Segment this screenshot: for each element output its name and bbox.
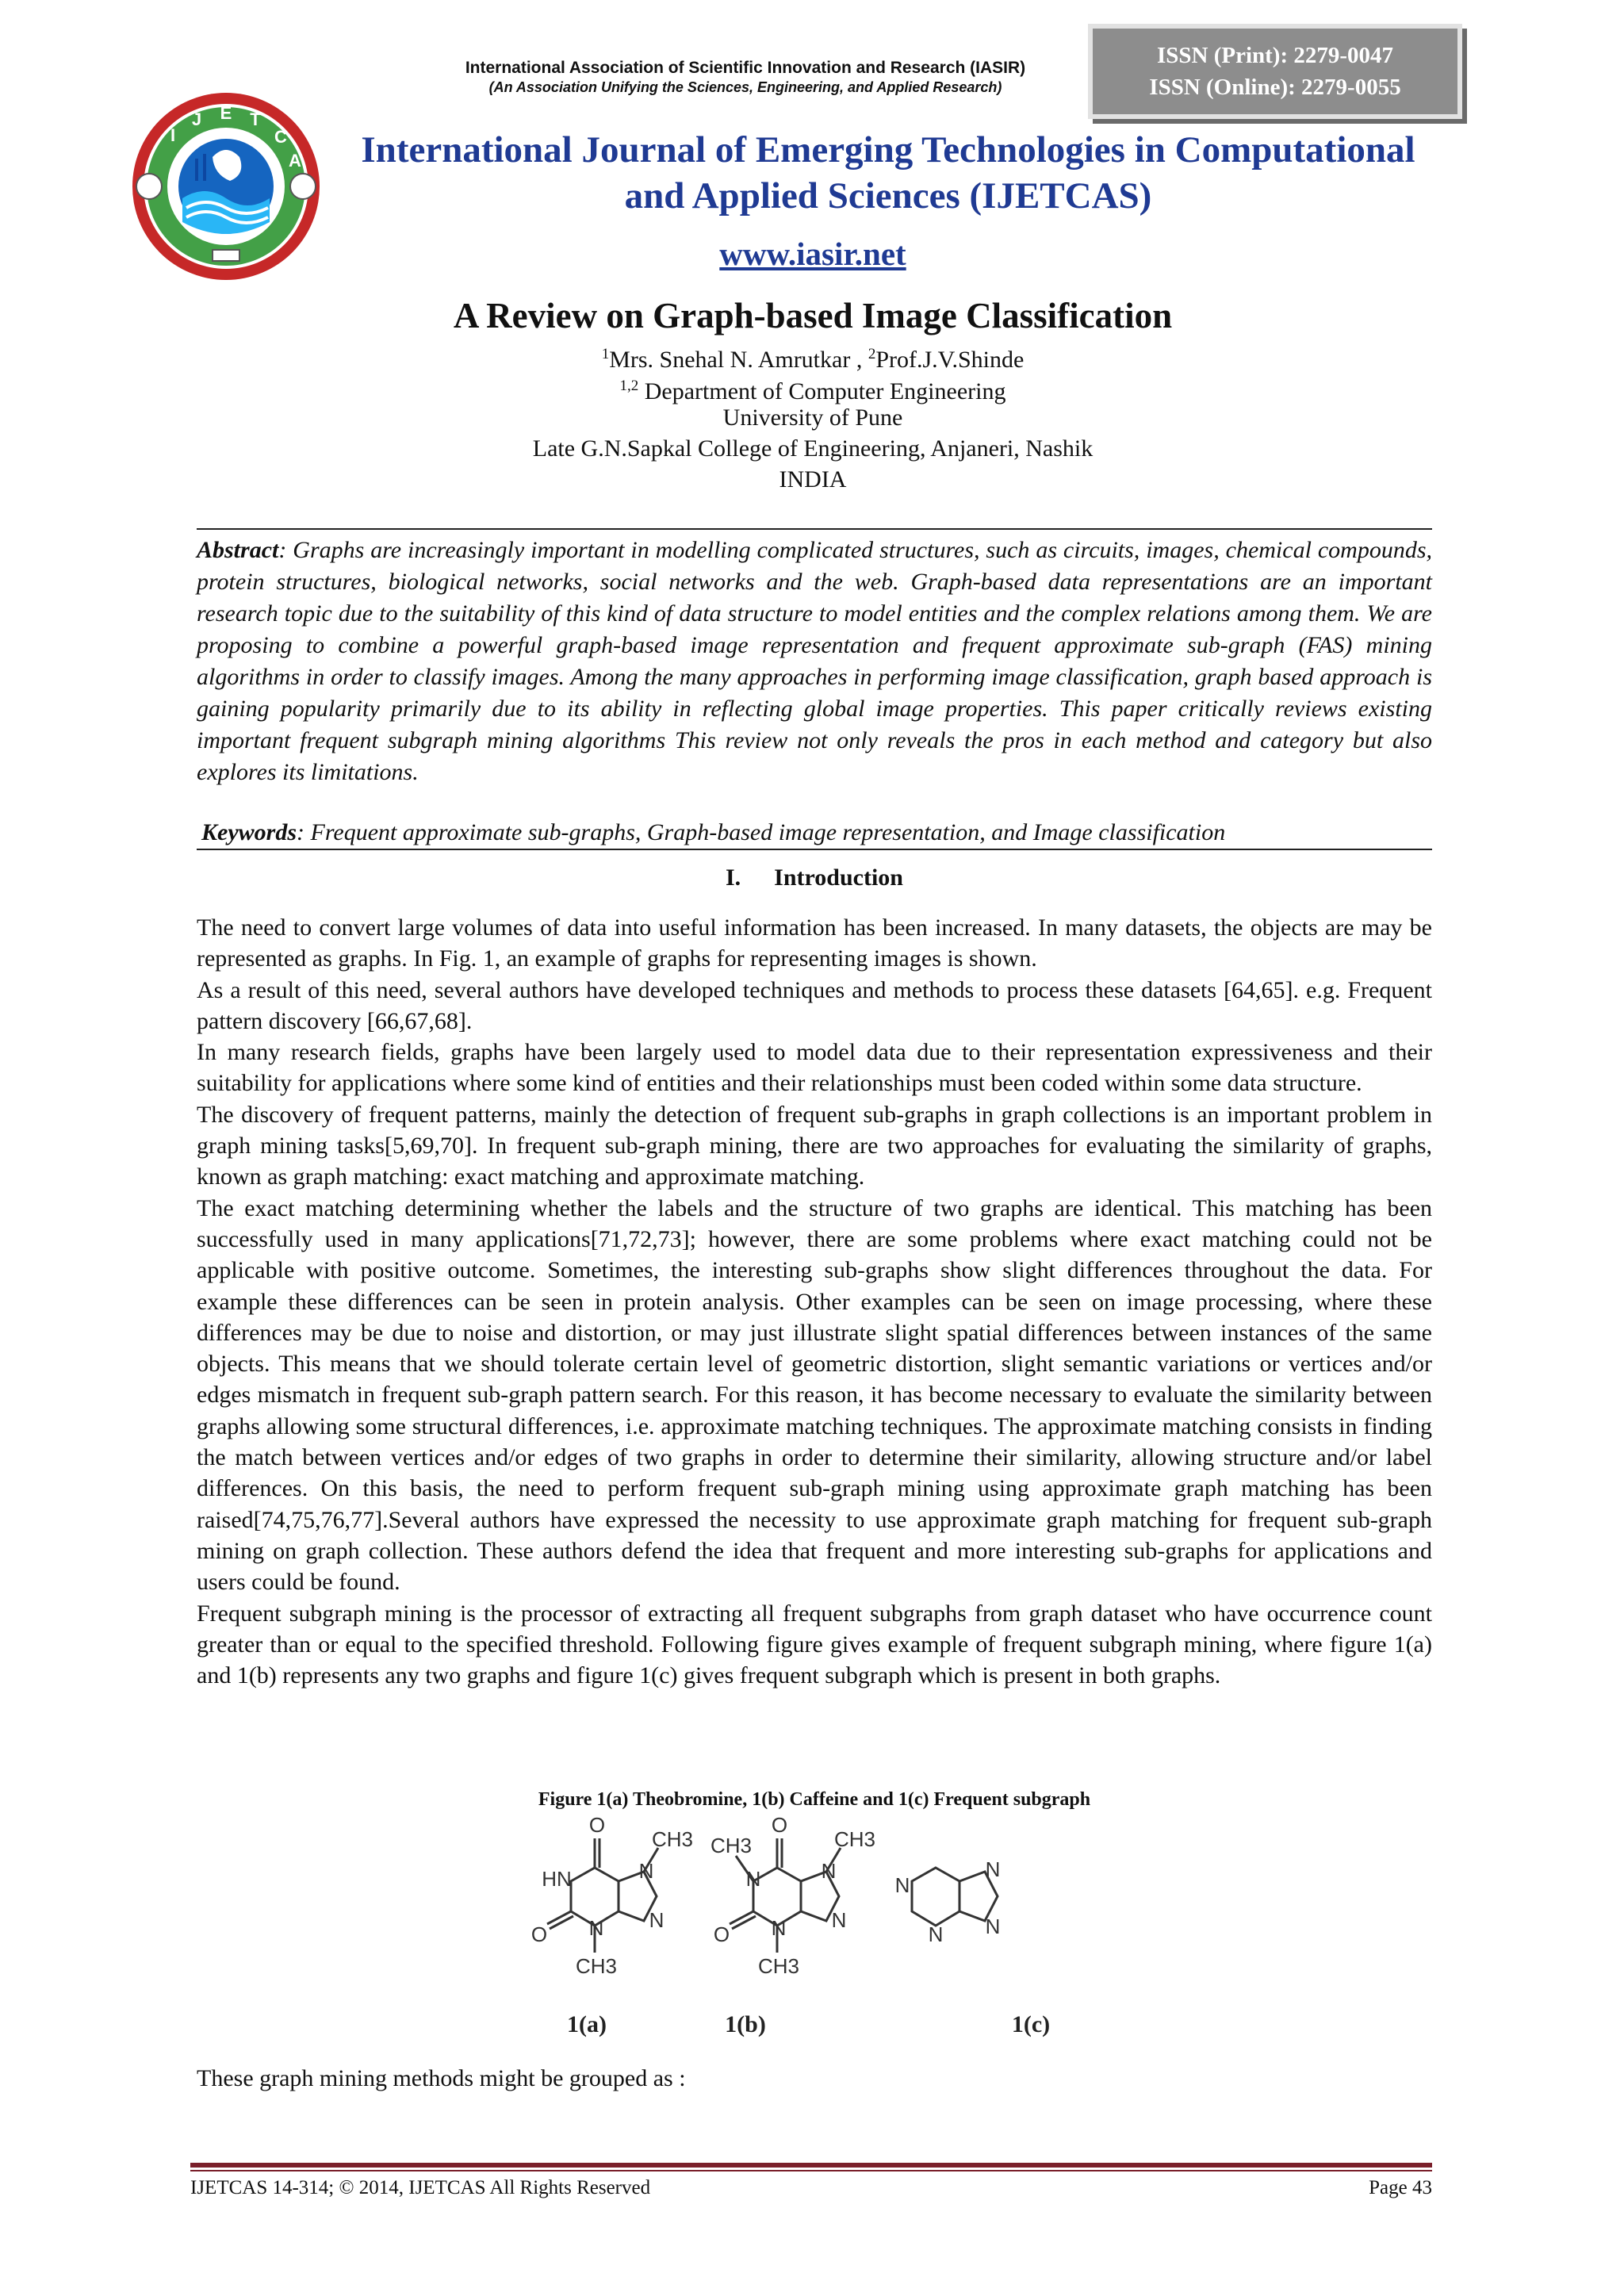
paragraph-6: Frequent subgraph mining is the processor of extracting all frequent subgraphs from graph dataset who have occurrence count greater than or equal to the specified threshold. Following figure gives example of frequent subgraph mining, where figure 1(a) and 1(b) represents any two graphs and figure 1(c) gives frequent subgraph which is present in both graphs. bbox=[197, 1600, 1432, 1689]
journal-title-line1: International Journal of Emerging Technologies in Computational bbox=[361, 129, 1415, 171]
fig-b-atom-o-left: O bbox=[713, 1922, 730, 1946]
association-name: International Association of Scientific Innovation and Research (IASIR) bbox=[465, 59, 1026, 77]
footer-rule-thick bbox=[190, 2163, 1432, 2168]
fig-b-ch3-bottom: CH3 bbox=[757, 1954, 800, 1978]
abstract-label: Abstract bbox=[197, 537, 279, 563]
paragraph-2: As a result of this need, several authors have developed techniques and methods to process these datasets [64,65]. e.g. Frequent pattern discovery [66,67,68]. bbox=[197, 976, 1432, 1034]
issn-box bbox=[1088, 24, 1462, 119]
journal-title-line2: and Applied Sciences (IJETCAS) bbox=[624, 175, 1152, 217]
fig-a-ch3-top: CH3 bbox=[651, 1827, 694, 1851]
keywords-label: Keywords bbox=[201, 819, 297, 845]
fig-b-atom-n4: N bbox=[831, 1908, 847, 1932]
fig-a-atom-n2: N bbox=[638, 1859, 654, 1883]
paragraph-3: In many research fields, graphs have been largely used to model data due to their representation expressiveness and their suitability for applications where some kind of entities and their relationships must been coded within some data structure. bbox=[197, 1039, 1432, 1097]
issn-print: ISSN (Print): 2279-0047 bbox=[1156, 43, 1394, 68]
section-heading bbox=[197, 864, 1432, 891]
journal-url-link[interactable]: www.iasir.net bbox=[719, 236, 906, 272]
college: Late G.N.Sapkal College of Engineering, Anjaneri, Nashik bbox=[532, 435, 1094, 462]
fig-c-atom-n2: N bbox=[928, 1922, 944, 1946]
section-number: I. bbox=[725, 864, 741, 891]
department-superscript: 1,2 bbox=[619, 378, 639, 394]
country: INDIA bbox=[779, 466, 847, 493]
author1-name: Mrs. Snehal N. Amrutkar , bbox=[609, 347, 868, 373]
author-line bbox=[159, 339, 1467, 375]
university: University of Pune bbox=[722, 404, 903, 431]
fig-b-atom-o-top: O bbox=[771, 1813, 788, 1837]
association-subtitle: (An Association Unifying the Sciences, Engineering, and Applied Research) bbox=[488, 79, 1002, 95]
abstract-bottom-rule bbox=[197, 849, 1432, 850]
footer-copyright: IJETCAS 14-314; © 2014, IJETCAS All Rights Reserved bbox=[190, 2177, 651, 2198]
abstract bbox=[197, 535, 1432, 788]
figure-1-molecules bbox=[523, 1808, 1094, 2046]
fig-b-atom-n: N bbox=[745, 1867, 761, 1891]
fig-b-atom-n2: N bbox=[771, 1916, 787, 1940]
author1-superscript: 1 bbox=[601, 346, 610, 362]
fig-a-atom-hn: HN bbox=[542, 1867, 572, 1891]
body-text bbox=[197, 912, 1432, 1691]
abstract-text: : Graphs are increasingly important in modelling complicated structures, such as circuits, images, chemical compounds, protein structures, biological networks, social networks and the web. Graph-based data representations are an important research topic due to the suitability of this kind of data structure to model entities and the complex relations among them. We are proposing to combine a powerful graph-based image representation and frequent approximate sub-graph (FAS) mining algorithms in order to classify images. Among the many approaches in performing image classification, graph based approach is gaining popularity primarily due to its ability in reflecting global image properties. This paper critically reviews existing important frequent subgraph mining algorithms This review not only reveals the pros in each method and category but also explores its limitations. bbox=[197, 537, 1432, 785]
svg-text:T: T bbox=[250, 109, 261, 129]
keywords-text: : Frequent approximate sub-graphs, Graph-based image representation, and Image classification bbox=[297, 819, 1226, 845]
department-name: Department of Computer Engineering bbox=[638, 378, 1006, 404]
svg-text:I: I bbox=[170, 125, 176, 145]
svg-text:A: A bbox=[289, 151, 301, 171]
fig-b-ch3-left: CH3 bbox=[710, 1834, 753, 1857]
author2-superscript: 2 bbox=[868, 346, 876, 362]
figure-label-c: 1(c) bbox=[1011, 2011, 1051, 2037]
section-title: Introduction bbox=[774, 864, 903, 891]
issn-online: ISSN (Online): 2279-0055 bbox=[1149, 75, 1401, 100]
fig-c-atom-n3: N bbox=[985, 1857, 1001, 1881]
svg-text:C: C bbox=[274, 127, 287, 147]
footer-rule-thin bbox=[190, 2170, 1432, 2171]
figure-label-a: 1(a) bbox=[567, 2011, 607, 2037]
closing-sentence: These graph mining methods might be grouped as : bbox=[197, 2065, 686, 2091]
fig-a-atom-o-top: O bbox=[588, 1813, 606, 1837]
fig-b-ch3-top: CH3 bbox=[833, 1827, 876, 1851]
fig-c-atom-n1: N bbox=[894, 1873, 910, 1897]
journal-title bbox=[333, 127, 1443, 219]
abstract-top-rule bbox=[197, 528, 1432, 530]
fig-a-ch3-bottom: CH3 bbox=[575, 1954, 618, 1978]
paragraph-5: The exact matching determining whether the labels and the structure of two graphs are identical. This matching has been successfully used in many applications[71,72,73]; however, there are some problems where exact matching could not be applicable with positive outcome. Sometimes, the interesting sub-graphs show slight differences throughout the data. For example these differences can be seen in protein analysis. Other examples can be seen on image processing, where these differences may be due to noise and distortion, or may just illustrate slight spatial differences between instances of the same objects. This means that we should tolerate certain level of geometric distortion, slight semantic variations or vertices and/or edges mismatch in frequent sub-graph pattern search. For this reason, it has become necessary to evaluate the similarity between graphs allowing some structural differences, i.e. approximate matching techniques. The approximate matching consists in finding the match between vertices and/or edges of two graphs in order to determine their similarity, allowing structure and/or label differences. On this basis, the need to perform frequent sub-graph mining using approximate graph matching has been raised[74,75,76,77].Several authors have expressed the necessity to use approximate graph matching for frequent sub-graph mining on graph collection. These authors defend the idea that frequent and more interesting sub-graphs for applications and users could be found. bbox=[197, 1194, 1432, 1596]
fig-a-atom-n3: N bbox=[649, 1908, 665, 1932]
fig-a-atom-o-left: O bbox=[530, 1922, 548, 1946]
fig-c-atom-n4: N bbox=[985, 1915, 1001, 1938]
page-number: Page 43 bbox=[1369, 2177, 1432, 2198]
journal-logo bbox=[127, 87, 325, 286]
paragraph-4: The discovery of frequent patterns, mainly the detection of frequent sub-graphs in graph collections is an important problem in graph mining tasks[5,69,70]. In frequent sub-graph mining, there are two approaches for evaluating the similarity of graphs, known as graph matching: exact matching and approximate matching. bbox=[197, 1101, 1432, 1190]
fig-a-atom-n: N bbox=[588, 1916, 604, 1940]
author2-name: Prof.J.V.Shinde bbox=[875, 347, 1025, 373]
figure-caption: Figure 1(a) Theobromine, 1(b) Caffeine and 1(c) Frequent subgraph bbox=[538, 1789, 1091, 1810]
keywords bbox=[201, 817, 1432, 849]
department-line bbox=[159, 371, 1467, 407]
paragraph-1: The need to convert large volumes of data into useful information has been increased. In many datasets, the objects are may be represented as graphs. In Fig. 1, an example of graphs for representing images is shown. bbox=[197, 914, 1432, 972]
fig-b-atom-n3: N bbox=[821, 1859, 837, 1883]
logo-letter-e: E bbox=[220, 103, 232, 123]
paper-title: A Review on Graph-based Image Classification bbox=[453, 296, 1173, 335]
svg-text:J: J bbox=[191, 109, 202, 129]
figure-label-b: 1(b) bbox=[725, 2011, 766, 2037]
